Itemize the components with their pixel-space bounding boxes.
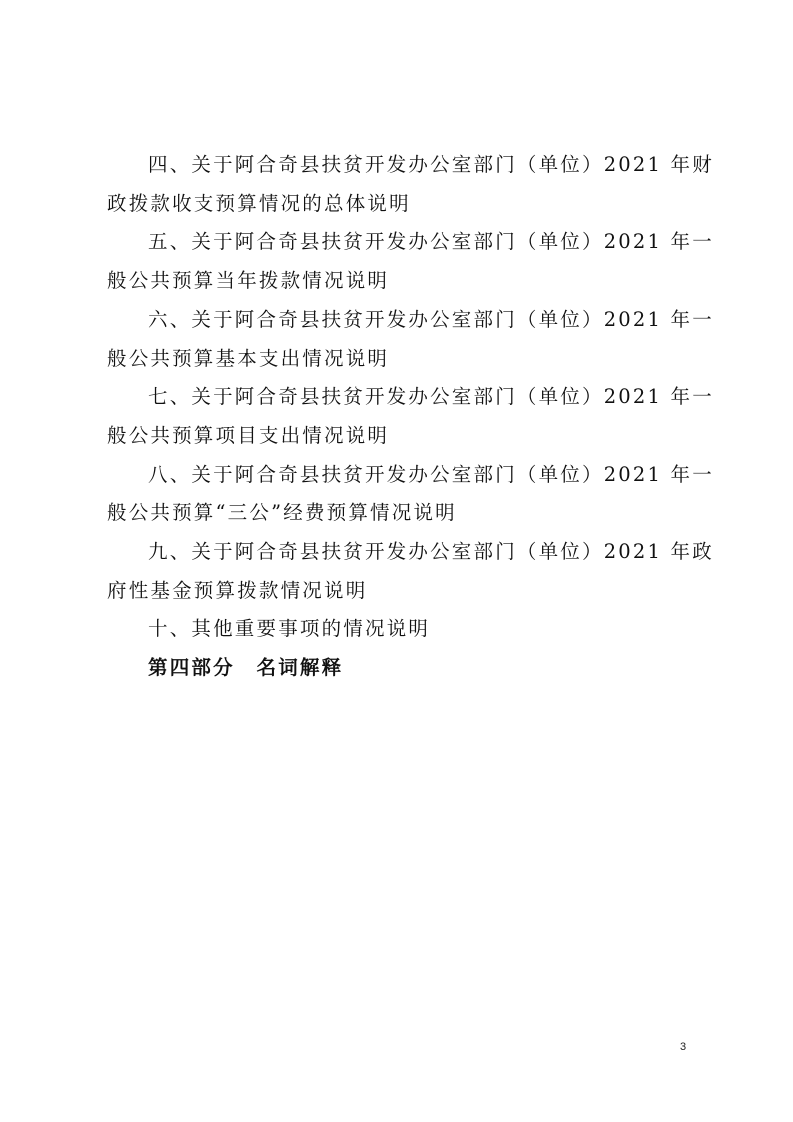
toc-item-4-line-2: 政拨款收支预算情况的总体说明 — [107, 191, 411, 215]
toc-item-6 — [107, 301, 714, 378]
toc-item-7-line-1: 七、关于阿合奇县扶贫开发办公室部门（单位）2021 年一 — [148, 385, 714, 409]
toc-item-9-line-2: 府性基金预算拨款情况说明 — [107, 578, 368, 602]
toc-item-6-line-1: 六、关于阿合奇县扶贫开发办公室部门（单位）2021 年一 — [148, 307, 714, 331]
toc-item-10-line-1: 十、其他重要事项的情况说明 — [148, 617, 431, 641]
toc-item-6-line-2: 般公共预算基本支出情况说明 — [107, 346, 390, 370]
toc-item-9-line-1: 九、关于阿合奇县扶贫开发办公室部门（单位）2021 年政 — [148, 540, 714, 564]
toc-item-5-line-2: 般公共预算当年拨款情况说明 — [107, 269, 390, 293]
toc-item-7-line-2: 般公共预算项目支出情况说明 — [107, 423, 390, 447]
toc-item-5-line-1: 五、关于阿合奇县扶贫开发办公室部门（单位）2021 年一 — [148, 230, 714, 254]
section-heading: 第四部分 名词解释 — [148, 656, 344, 680]
toc-item-9 — [107, 533, 714, 610]
toc-item-5 — [107, 223, 714, 300]
toc-item-4-line-1: 四、关于阿合奇县扶贫开发办公室部门（单位）2021 年财 — [148, 153, 714, 176]
toc-item-8-line-1: 八、关于阿合奇县扶贫开发办公室部门（单位）2021 年一 — [148, 462, 714, 486]
page-number: 3 — [680, 1041, 687, 1053]
toc-item-4 — [107, 146, 714, 223]
toc-item-7 — [107, 378, 714, 455]
toc-content — [107, 146, 714, 688]
toc-item-8 — [107, 456, 714, 533]
toc-item-10 — [107, 610, 690, 649]
toc-item-8-line-2: 般公共预算“三公”经费预算情况说明 — [107, 501, 457, 525]
